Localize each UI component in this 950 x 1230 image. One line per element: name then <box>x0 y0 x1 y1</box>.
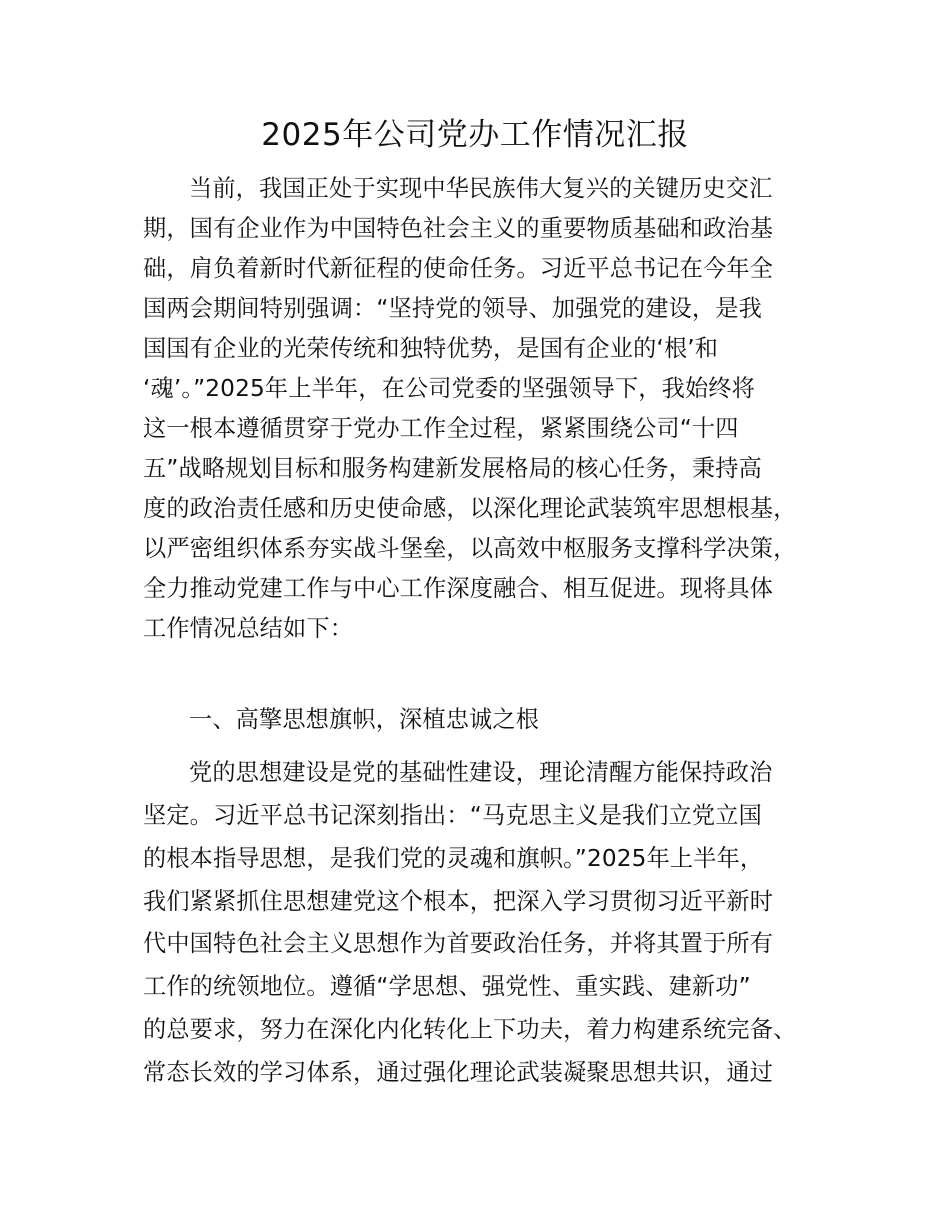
paragraph-line: 五”战略规划目标和服务构建新发展格局的核心任务，秉持高 <box>143 455 762 482</box>
paragraph-line: 度的政治责任感和历史使命感，以深化理论武装筑牢思想根基， <box>143 495 797 522</box>
paragraph-line: 以严密组织体系夯实战斗堡垒，以高效中枢服务支撑科学决策， <box>143 535 797 562</box>
section-heading: 一、高擎思想旗帜，深植忠诚之根 <box>189 706 540 733</box>
paragraph-line: 的总要求，努力在深化内化转化上下功夫，着力构建系统完备、 <box>143 1016 797 1044</box>
paragraph-line: 础，肩负着新时代新征程的使命任务。习近平总书记在今年全 <box>143 255 774 282</box>
paragraph-line: 当前，我国正处于实现中华民族伟大复兴的关键历史交汇 <box>189 175 773 202</box>
paragraph-line: 工作的统领地位。遵循“学思想、强党性、重实践、建新功” <box>143 973 751 1001</box>
paragraph-line: 工作情况总结如下： <box>143 615 354 642</box>
paragraph-line: 常态长效的学习体系，通过强化理论武装凝聚思想共识，通过 <box>143 1058 774 1086</box>
paragraph-line: ‘魂’。”2025年上半年，在公司党委的坚强领导下，我始终将 <box>143 375 755 402</box>
paragraph-line: 代中国特色社会主义思想作为首要政治任务，并将其置于所有 <box>143 930 774 958</box>
paragraph-line: 坚定。习近平总书记深刻指出：“马克思主义是我们立党立国 <box>143 801 762 829</box>
paragraph-line: 全力推动党建工作与中心工作深度融合、相互促进。现将具体 <box>143 575 774 602</box>
paragraph-line: 党的思想建设是党的基础性建设，理论清醒方能保持政治 <box>189 759 773 786</box>
paragraph-line: 这一根本遵循贯穿于党办工作全过程，紧紧围绕公司“十四 <box>143 415 739 442</box>
paragraph-line: 国国有企业的光荣传统和独特优势，是国有企业的‘根’和 <box>143 335 719 362</box>
paragraph-line: 国两会期间特别强调：“坚持党的领导、加强党的建设，是我 <box>143 295 762 322</box>
paragraph-line: 期，国有企业作为中国特色社会主义的重要物质基础和政治基 <box>143 215 774 242</box>
paragraph-line: 的根本指导思想，是我们党的灵魂和旗帜。”2025年上半年， <box>143 844 764 872</box>
document-title: 2025年公司党办工作情况汇报 <box>261 117 689 153</box>
section-1-paragraph <box>143 752 843 1095</box>
section-heading-block <box>143 700 843 740</box>
paragraph-line: 我们紧紧抓住思想建党这个根本，把深入学习贯彻习近平新时 <box>143 887 774 915</box>
intro-paragraph <box>143 169 843 649</box>
